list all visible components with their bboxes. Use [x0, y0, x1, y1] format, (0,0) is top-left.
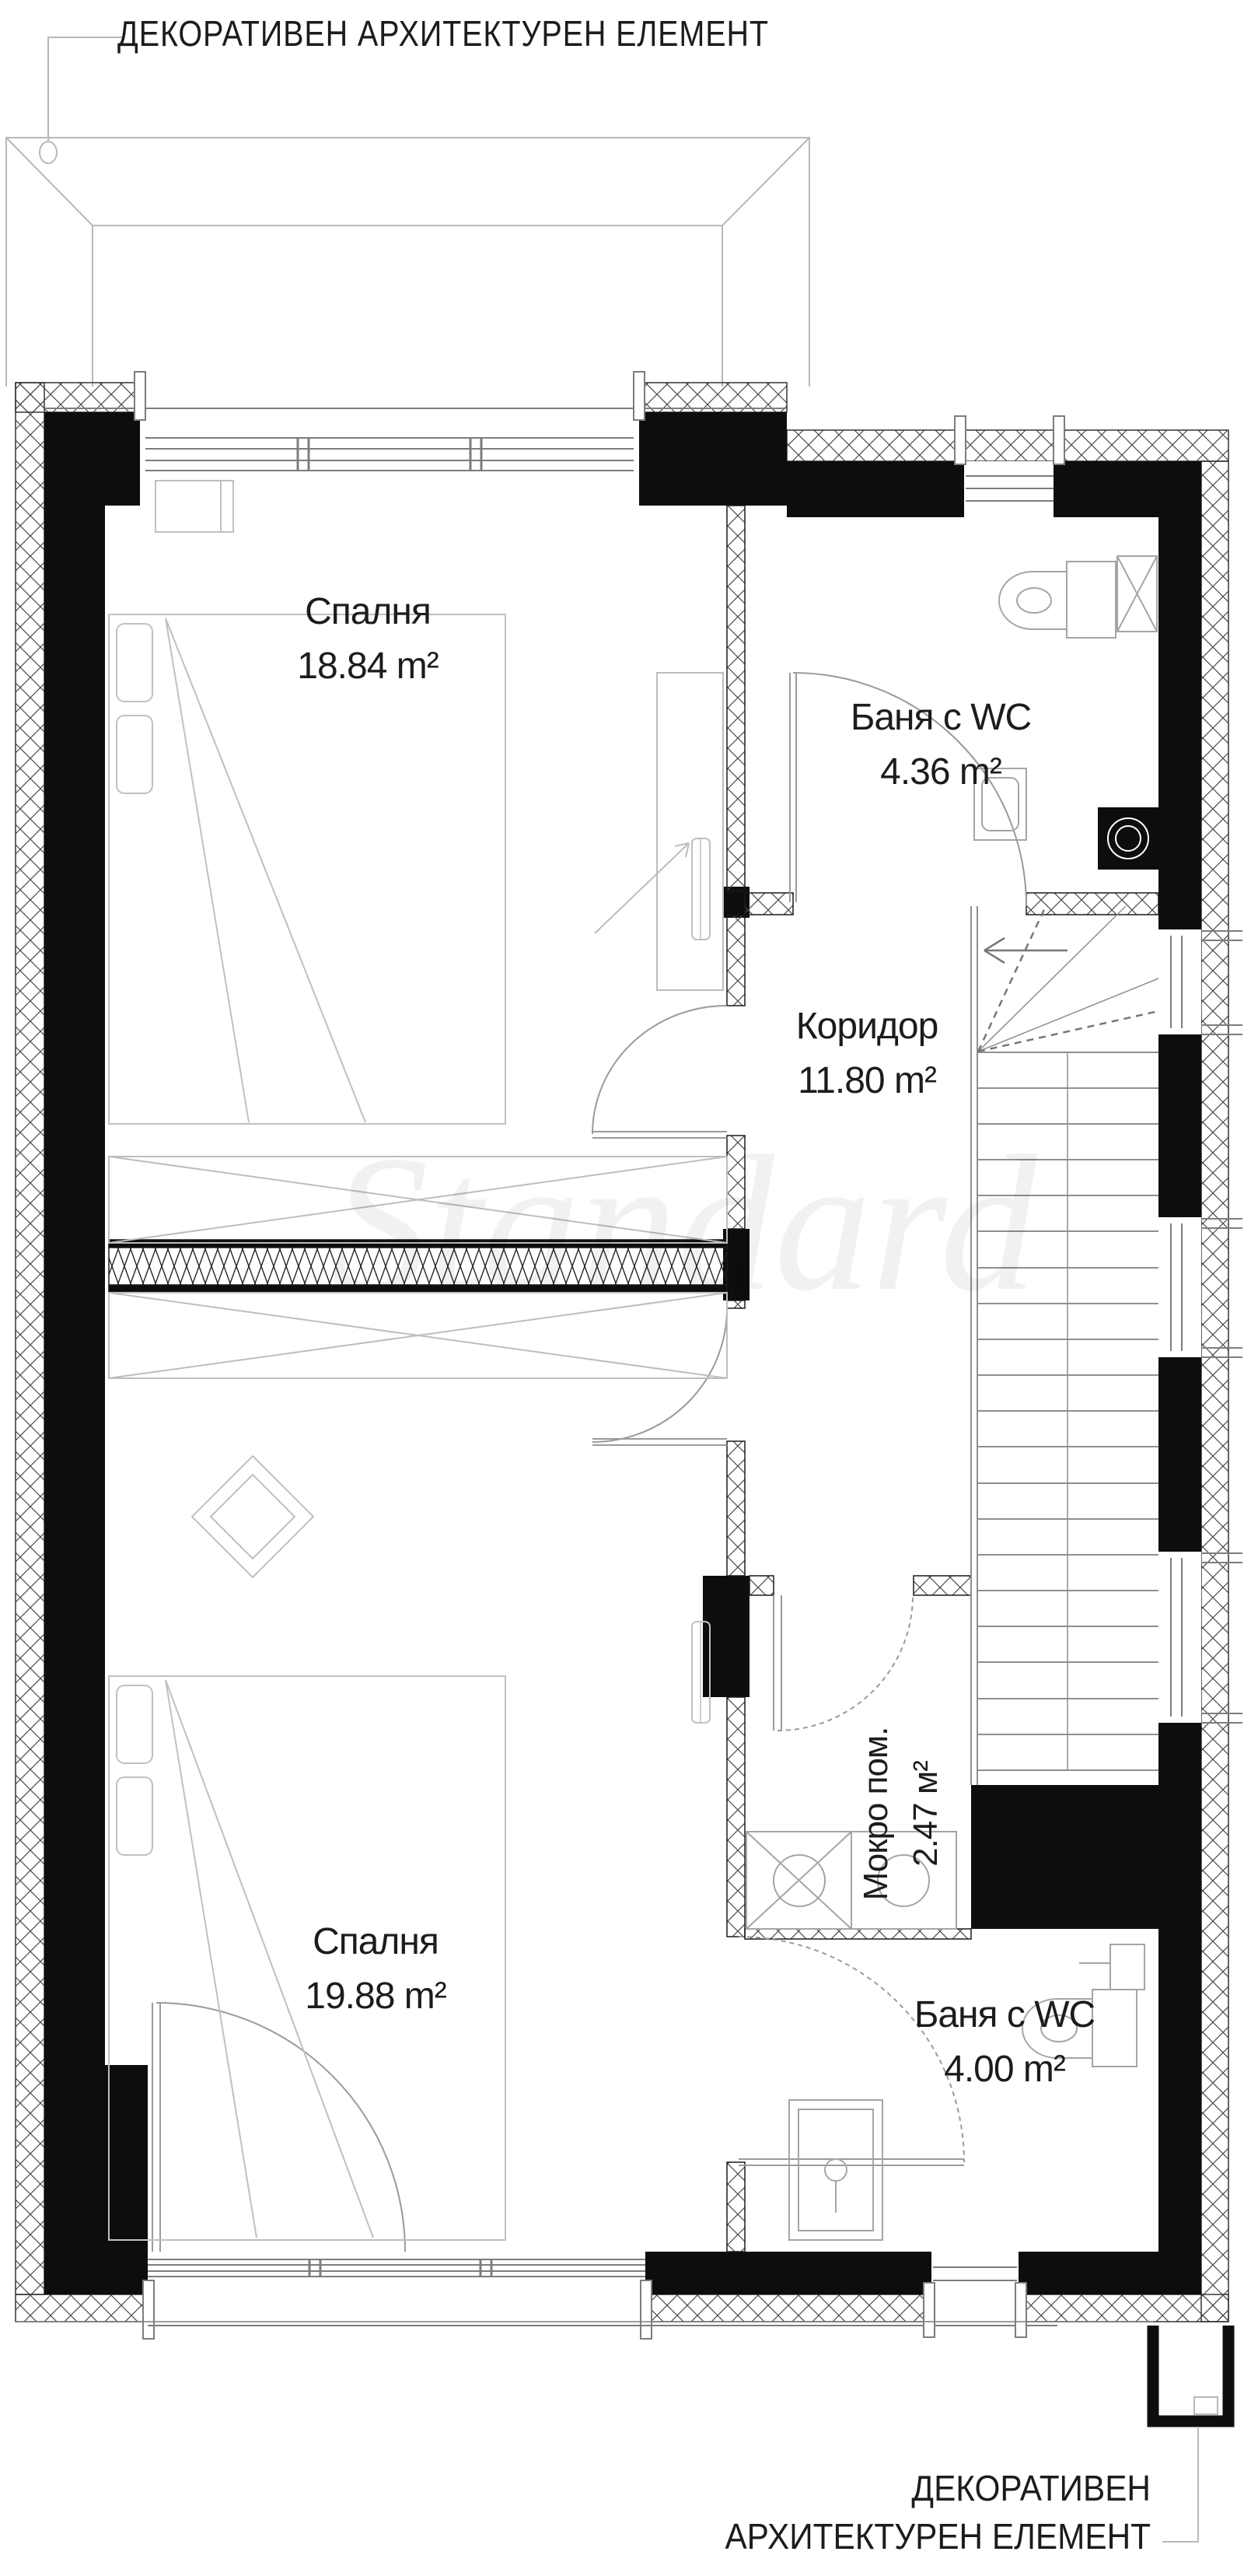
room-name: Баня с WC — [850, 697, 1032, 738]
room-label-bedroom-bottom — [220, 1915, 531, 2024]
room-label-wet-room — [851, 1685, 960, 1942]
room-name: Коридор — [795, 1006, 938, 1047]
room-name: Баня с WC — [914, 1994, 1095, 2035]
room-area: 4.36 m² — [880, 751, 1001, 793]
decorative-element-top — [6, 37, 809, 387]
furniture-bedroom-top — [109, 481, 710, 1124]
room-area: 11.80 m² — [798, 1060, 936, 1101]
room-label-bedroom-top — [212, 585, 523, 694]
room-label-bathroom-top — [785, 691, 1096, 800]
bottom-annotation-line1: ДЕКОРАТИВЕН — [911, 2468, 1151, 2508]
room-area: 2.47 м² — [907, 1761, 945, 1867]
room-name: Спалня — [313, 1921, 439, 1962]
room-name: Спалня — [305, 591, 431, 632]
leader-line — [1162, 2427, 1198, 2542]
bottom-annotation — [592, 2464, 1151, 2560]
room-label-bathroom-bottom — [849, 1988, 1160, 2097]
room-name: Мокро пом. — [857, 1727, 895, 1901]
top-annotation: ДЕКОРАТИВЕН АРХИТЕКТУРЕН ЕЛЕМЕНТ — [117, 13, 769, 54]
watermark: Standard — [331, 1116, 1037, 1332]
room-label-corridor — [711, 999, 1022, 1108]
bottom-annotation-line2: АРХИТЕКТУРЕН ЕЛЕМЕНТ — [725, 2516, 1151, 2557]
furniture-bedroom-bottom — [109, 1456, 710, 2240]
room-area: 18.84 m² — [297, 646, 439, 687]
room-area: 19.88 m² — [305, 1976, 446, 2017]
room-area: 4.00 m² — [944, 2049, 1065, 2090]
decorative-element-bottom — [1153, 2326, 1228, 2542]
